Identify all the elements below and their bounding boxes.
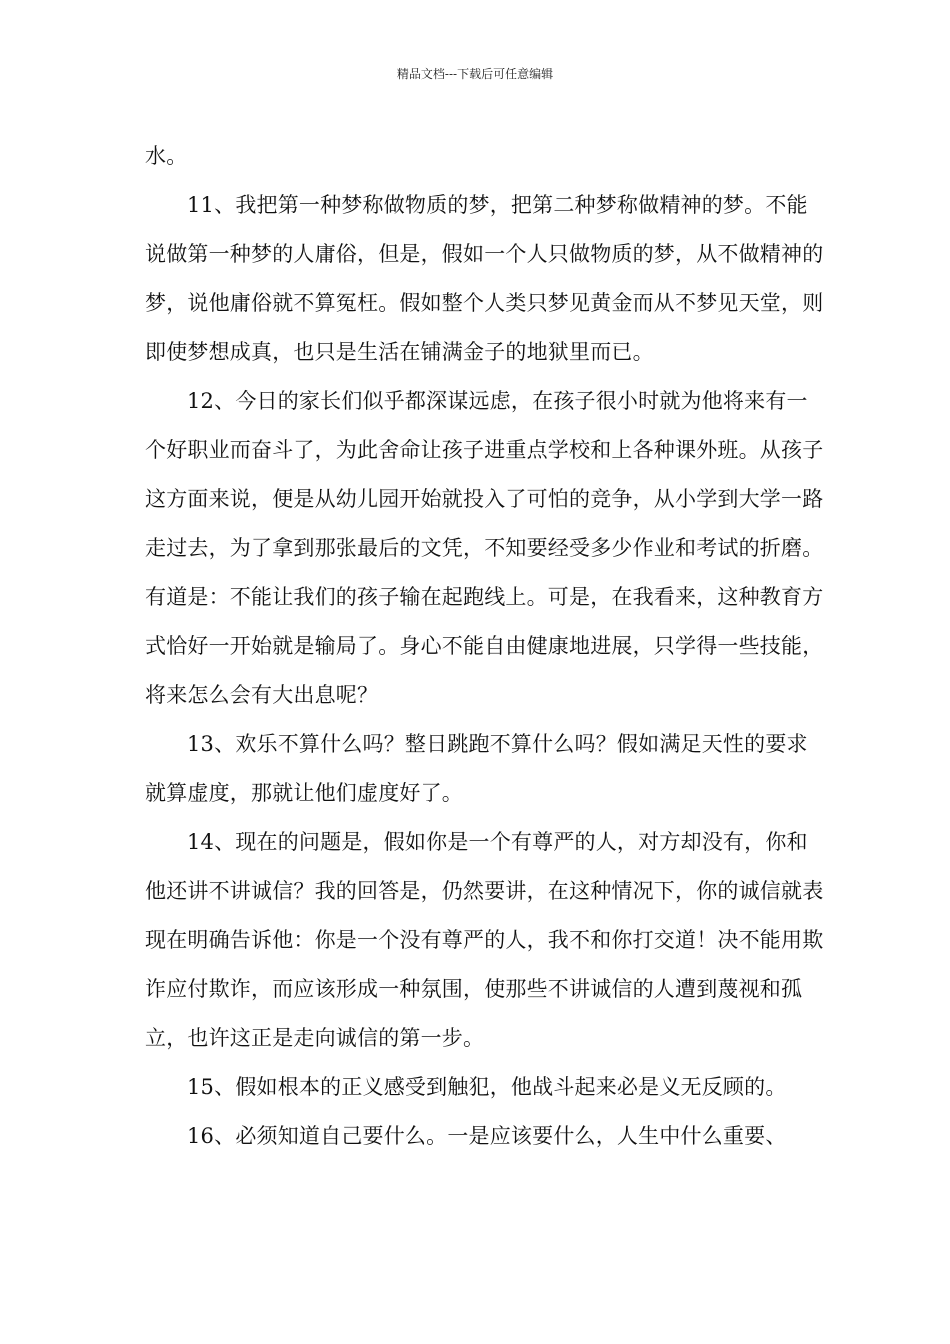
page-header: 精品文档---下载后可任意编辑 bbox=[396, 67, 554, 81]
paragraph-14: 14、现在的问题是，假如你是一个有尊严的人，对方却没有，你和他还讲不讲诚信？我的回答是，仍然要讲，在这种情况下，你的诚信就表现在明确告诉他：你是一个没有尊严的人，我不和你打交道！决不能用欺诈应付欺诈，而应该形成一种氛围，使那些不讲诚信的人遭到蔑视和孤立，也许这正是走向诚信的第一步。 bbox=[145, 830, 824, 1050]
paragraph-11: 11、我把第一种梦称做物质的梦，把第二种梦称做精神的梦。不能说做第一种梦的人庸俗，但是，假如一个人只做物质的梦，从不做精神的梦，说他庸俗就不算冤枉。假如整个人类只梦见黄金而从不梦见天堂，则即使梦想成真，也只是生活在铺满金子的地狱里而已。 bbox=[145, 193, 824, 364]
paragraph-12: 12、今日的家长们似乎都深谋远虑，在孩子很小时就为他将来有一个好职业而奋斗了，为此舍命让孩子进重点学校和上各种课外班。从孩子这方面来说，便是从幼儿园开始就投入了可怕的竞争，从小学到大学一路走过去，为了拿到那张最后的文凭，不知要经受多少作业和考试的折磨。有道是：不能让我们的孩子输在起跑线上。可是，在我看来，这种教育方式恰好一开始就是输局了。身心不能自由健康地进展，只学得一些技能，将来怎么会有大出息呢？ bbox=[145, 389, 824, 707]
paragraph-continuation: 水。 bbox=[145, 144, 188, 168]
paragraph-15: 15、假如根本的正义感受到触犯，他战斗起来必是义无反顾的。 bbox=[187, 1075, 787, 1099]
paragraph-13: 13、欢乐不算什么吗？整日跳跑不算什么吗？假如满足天性的要求就算虚度，那就让他们虚度好了。 bbox=[145, 732, 808, 805]
paragraph-16: 16、必须知道自己要什么。一是应该要什么，人生中什么重要、 bbox=[187, 1124, 787, 1148]
document-body bbox=[145, 132, 825, 1161]
